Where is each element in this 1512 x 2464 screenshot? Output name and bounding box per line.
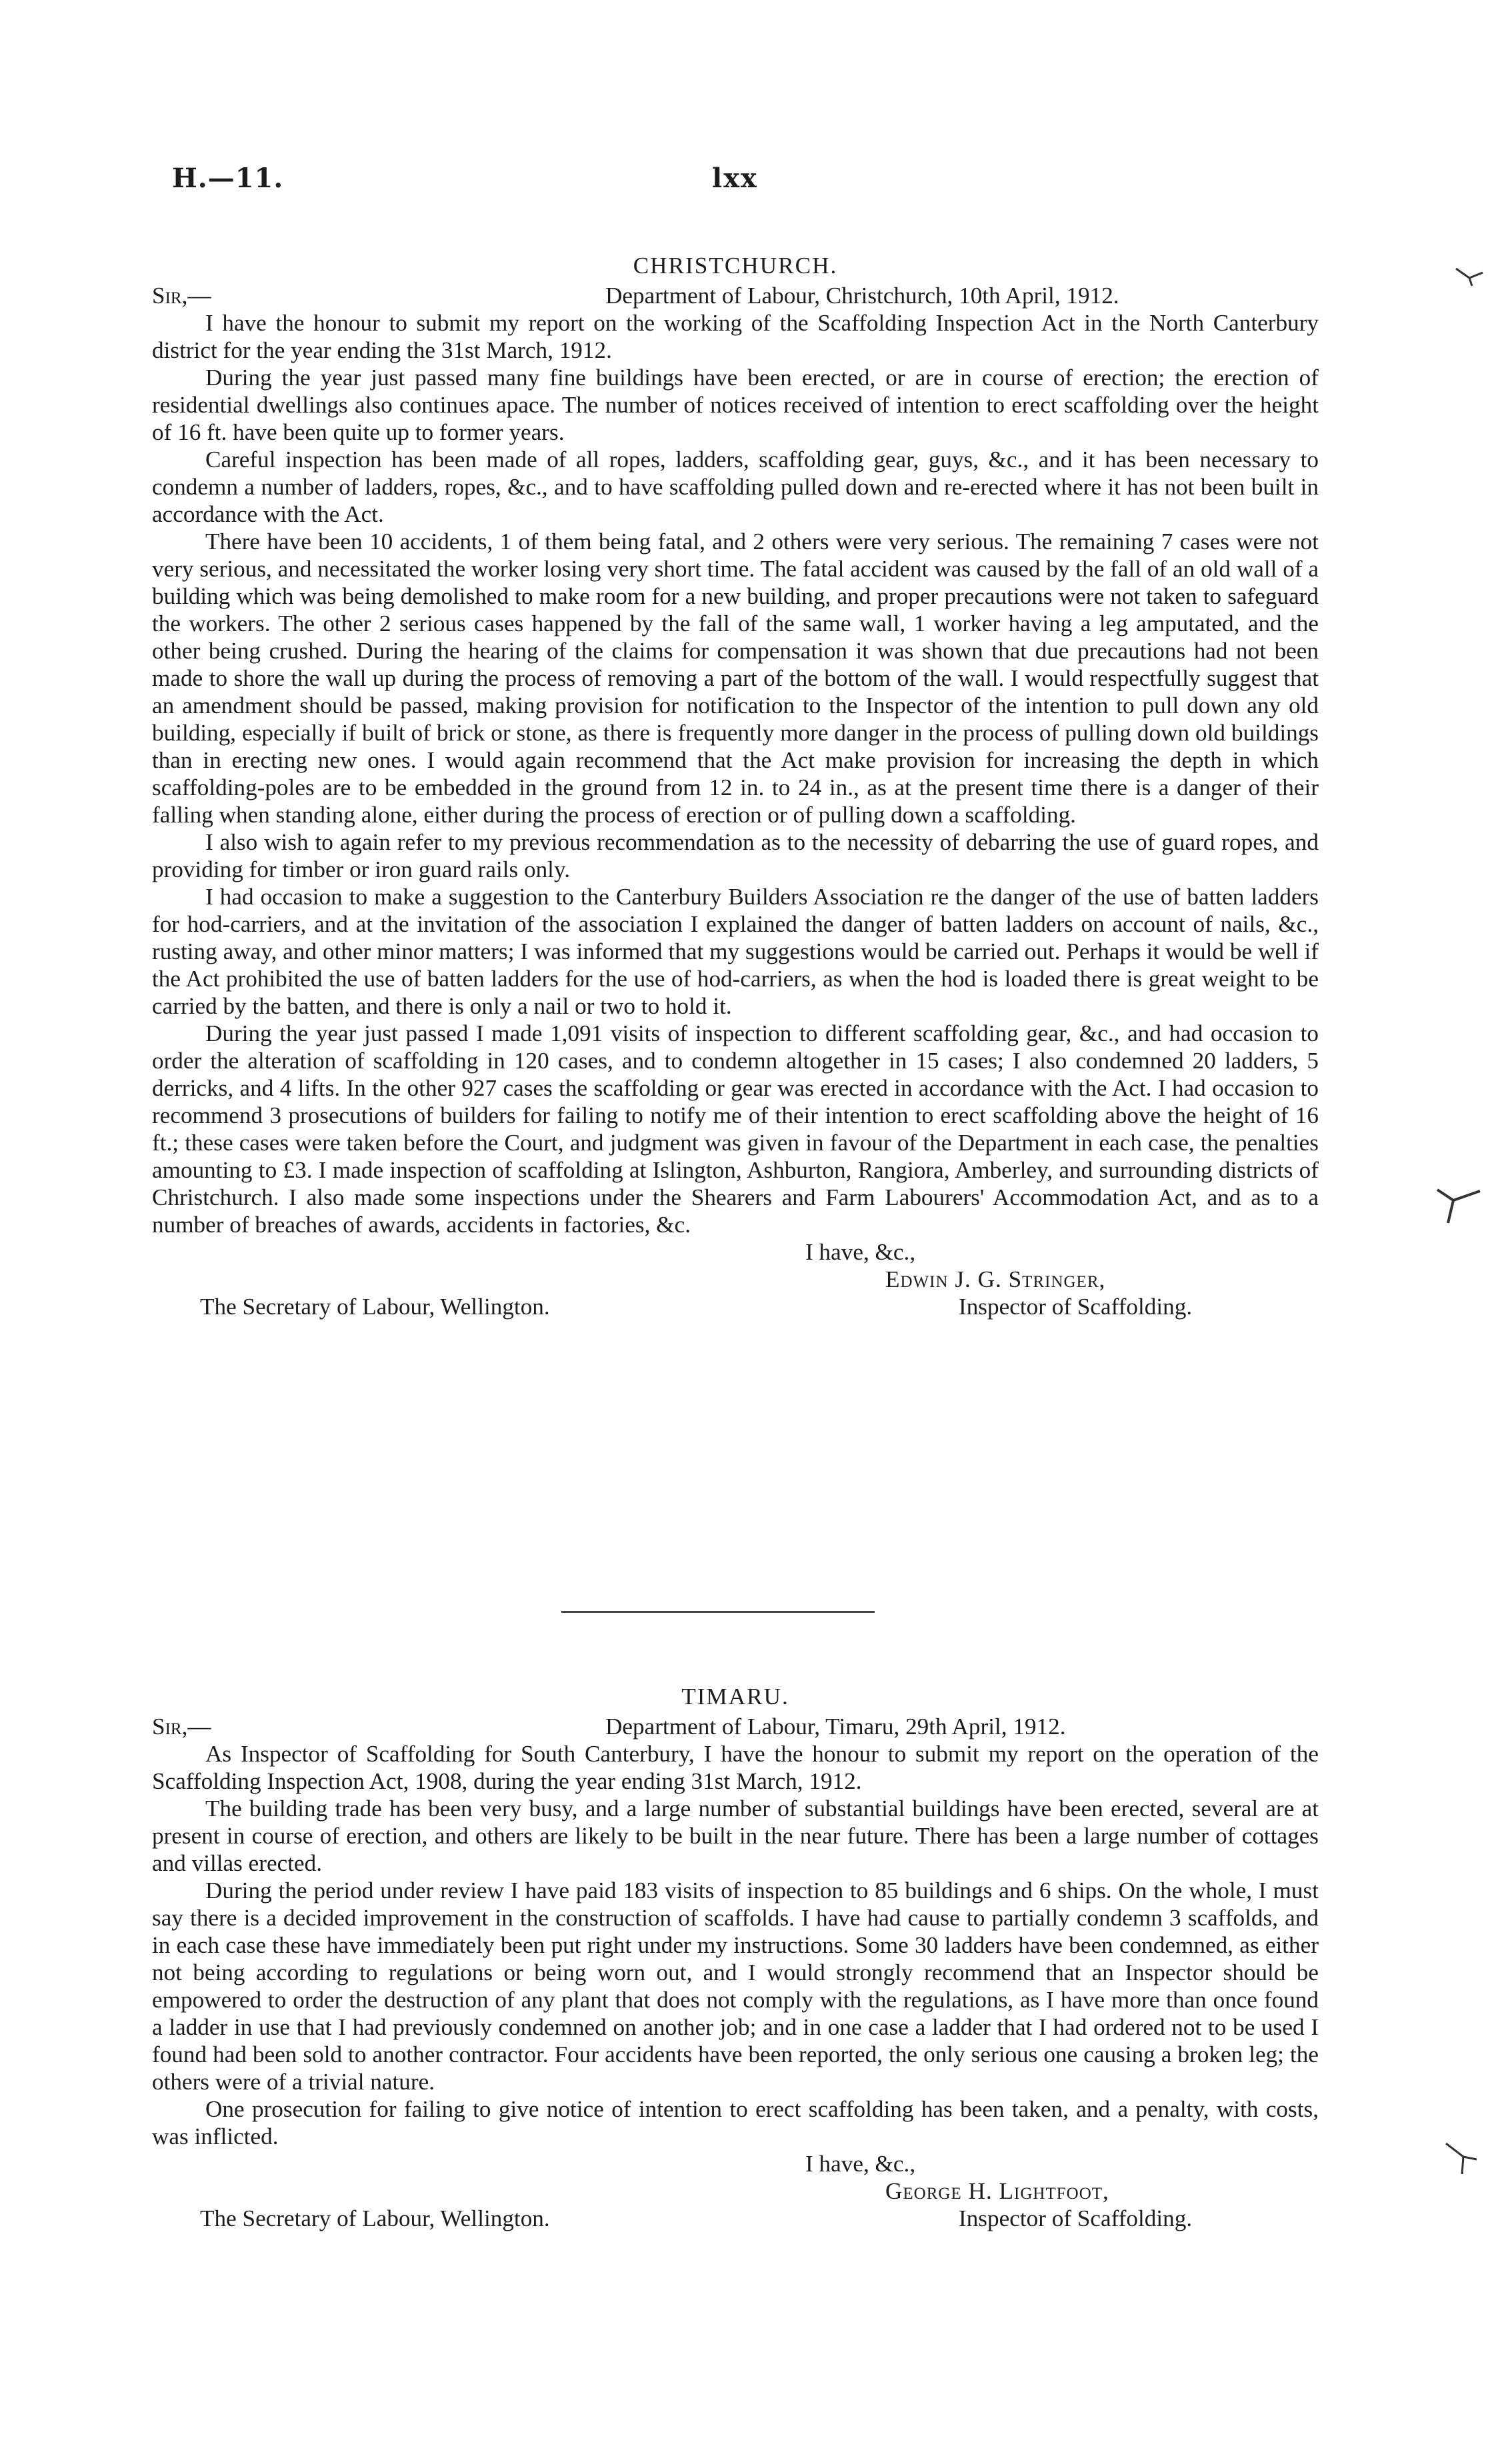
closing-row: [152, 2150, 1319, 2177]
signature: Edwin J. G. Stringer,: [885, 1266, 1106, 1292]
paragraph: During the year just passed I made 1,091 visits of inspection to different scaffolding gear, &c., and had occasion to order the alteration of scaffolding in 120 cases, and to condemn altogether in 15 cases; I also condemned 20 ladders, 5 derricks, and 4 lifts. In the other 927 cases the scaffolding or gear was erected in accordance with the Act. I had occasion to recommend 3 prosecutions of builders for failing to notify me of their intention to erect scaffolding above the height of 16 ft.; these cases were taken before the Court, and judgment was given in favour of the Department in each case, the penalties amounting to £3. I made inspection of scaffolding at Islington, Ashburton, Rangiora, Amberley, and surrounding districts of Christchurch. I also made some inspections under the Shearers and Farm Labourers' Accommodation Act, and as to a number of breaches of awards, accidents in factories, &c.: [152, 1020, 1319, 1238]
margin-mark-icon: [1443, 2139, 1483, 2179]
salutation: Sir,—: [152, 283, 211, 309]
paragraph: The building trade has been very busy, and a large number of substantial buildings have been erected, several are at present in course of erection, and others are likely to be built in the near future. There has been a large number of cottages and villas erected.: [152, 1796, 1319, 1876]
salutation: Sir,—: [152, 1714, 211, 1740]
margin-mark-icon: [1453, 263, 1487, 290]
dateline: Department of Labour, Christchurch, 10th April, 1912.: [605, 283, 1119, 309]
christchurch-report: [152, 252, 1319, 1320]
salutation-row: [152, 1713, 1319, 1740]
signatory-position: Inspector of Scaffolding.: [959, 2205, 1193, 2231]
addressee-row: [152, 1293, 1319, 1320]
paragraph: As Inspector of Scaffolding for South Canterbury, I have the honour to submit my report on the operation of the Scaffolding Inspection Act, 1908, during the year ending 31st March, 1912.: [152, 1741, 1319, 1794]
dateline: Department of Labour, Timaru, 29th April, 1912.: [605, 1714, 1066, 1740]
closing: I have, &c.,: [805, 1239, 916, 1265]
signature: George H. Lightfoot,: [885, 2178, 1109, 2204]
addressee-row: [152, 2205, 1319, 2232]
salutation-row: [152, 282, 1319, 309]
signatory-position: Inspector of Scaffolding.: [959, 1294, 1193, 1320]
page-number: lxx: [712, 163, 758, 194]
paragraph: There have been 10 accidents, 1 of them being fatal, and 2 others were very serious. The remaining 7 cases were not very serious, and necessitated the worker losing very short time. The fatal accident was caused by the fall of an old wall of a building which was being demolished to make room for a new building, and proper precautions were not taken to safeguard the workers. The other 2 serious cases happened by the fall of the same wall, 1 worker having a leg amputated, and the other being crushed. During the hearing of the claims for compensation it was shown that due precautions had not been made to shore the wall up during the process of removing a part of the bottom of the wall. I would respectfully suggest that an amendment should be passed, making provision for notification to the Inspector of the intention to pull down any old building, especially if built of brick or stone, as there is frequently more danger in the process of pulling down old buildings than in erecting new ones. I would again recommend that the Act make provision for increasing the depth in which scaffolding-poles are to be embedded in the ground from 12 in. to 24 in., as at the present time there is a danger of their falling when standing alone, either during the process of erection or of pulling down a scaffolding.: [152, 529, 1319, 828]
paragraph: During the year just passed many fine buildings have been erected, or are in course of erection; the erection of residential dwellings also continues apace. The number of notices received of intention to erect scaffolding over the height of 16 ft. have been quite up to former years.: [152, 365, 1319, 445]
paragraph: I had occasion to make a suggestion to the Canterbury Builders Association re the danger of the use of batten ladders for hod-carriers, and at the invitation of the association I explained the danger of batten ladders on account of nails, &c., rusting away, and other minor matters; I was informed that my suggestions would be carried out. Perhaps it would be well if the Act prohibited the use of batten ladders for the use of hod-carriers, as when the hod is loaded there is great weight to be carried by the batten, and there is only a nail or two to hold it.: [152, 884, 1319, 1019]
page-reference: H.—11.: [172, 163, 284, 194]
addressee: The Secretary of Labour, Wellington.: [200, 2205, 550, 2231]
paragraph: One prosecution for failing to give notice of intention to erect scaffolding has been taken, and a penalty, with costs, was inflicted.: [152, 2096, 1319, 2149]
paragraph: I also wish to again refer to my previous recommendation as to the necessity of debarring the use of guard ropes, and providing for timber or iron guard rails only.: [152, 829, 1319, 882]
margin-mark-icon: [1433, 1183, 1487, 1230]
closing: I have, &c.,: [805, 2151, 916, 2177]
paragraph: I have the honour to submit my report on the working of the Scaffolding Inspection Act in the North Canterbury district for the year ending the 31st March, 1912.: [152, 310, 1319, 363]
section-title: CHRISTCHURCH.: [633, 253, 838, 279]
paragraph: Careful inspection has been made of all ropes, ladders, scaffolding gear, guys, &c., and it has been necessary to condemn a number of ladders, ropes, &c., and to have scaffolding pulled down and re-erected where it has not been built in accordance with the Act.: [152, 447, 1319, 527]
paragraph: During the period under review I have paid 183 visits of inspection to 85 buildings and 6 ships. On the whole, I must say there is a decided improvement in the construction of scaffolds. I have had cause to partially condemn 3 scaffolds, and in each case these have immediately been put right under my instructions. Some 30 ladders have been condemned, as either not being according to regulations or being worn out, and I would strongly recommend that an Inspector should be empowered to order the destruction of any plant that does not comply with the regulations, as I have more than once found a ladder in use that I had previously condemned on another job; and in one case a ladder that I had ordered not to be used I found had been sold to another contractor. Four accidents have been reported, the only serious one causing a broken leg; the others were of a trivial nature.: [152, 1877, 1319, 2095]
signature-row: [152, 2177, 1319, 2205]
timaru-report: [152, 1683, 1319, 2232]
closing-row: [152, 1238, 1319, 1266]
signature-row: [152, 1266, 1319, 1293]
section-title: TIMARU.: [681, 1684, 789, 1710]
section-divider: [561, 1611, 875, 1613]
addressee: The Secretary of Labour, Wellington.: [200, 1294, 550, 1320]
